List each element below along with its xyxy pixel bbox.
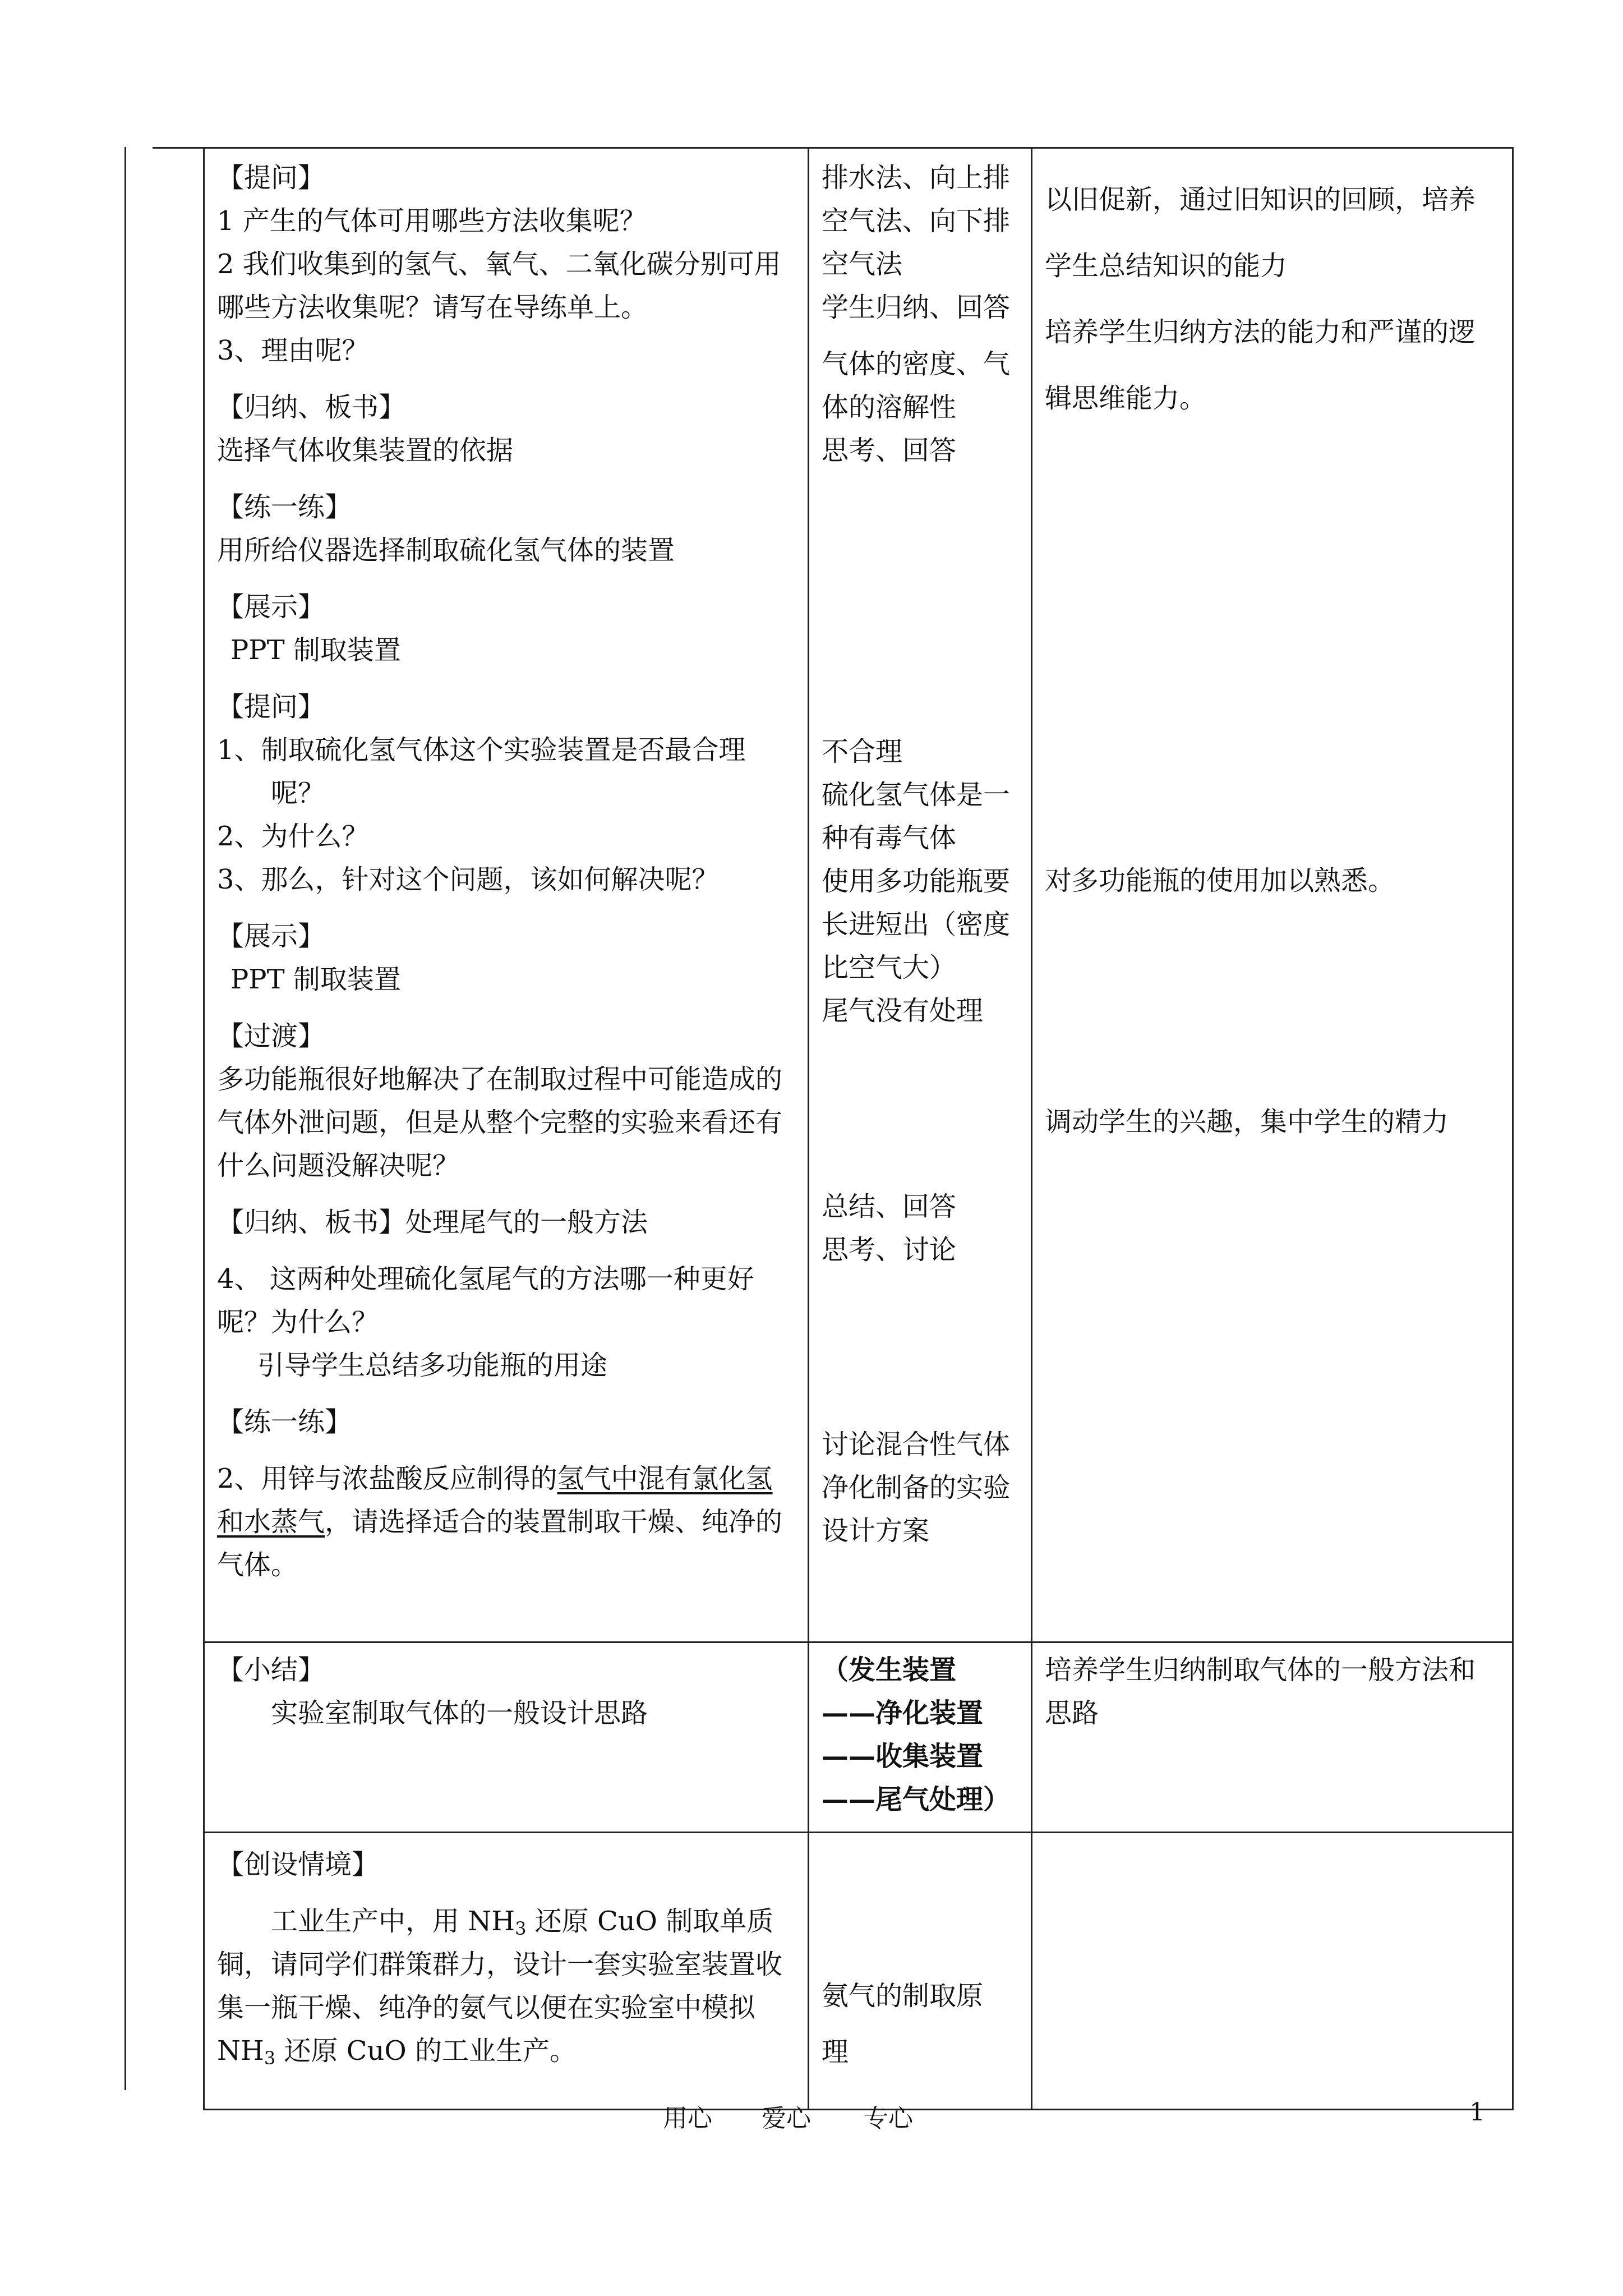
question-text: 4、 这两种处理硫化氢尾气的方法哪一种更好呢？为什么？ xyxy=(217,1263,754,1338)
subscript: 3 xyxy=(515,1918,527,1939)
student-answer: 不合理 xyxy=(822,736,903,767)
section-heading: 【练一练】 xyxy=(217,491,352,523)
lesson-plan-table xyxy=(203,147,1514,2110)
section-heading: 【归纳、板书】 xyxy=(217,392,406,423)
scenario-text-part: 还原 CuO 制取单质铜，请同学们群策群力，设计一套实验室装置收集一瓶干燥、纯净的氨气以便在实验室中模拟 NH xyxy=(217,1906,783,2067)
footer-text: 用心 xyxy=(663,2104,712,2133)
section-heading: 【练一练】 xyxy=(217,1406,352,1438)
design-purpose-cell xyxy=(1032,148,1513,1642)
left-margin-line-upper xyxy=(125,147,126,1641)
page-number: 1 xyxy=(1469,2098,1485,2127)
scenario-cell xyxy=(204,1833,809,2110)
question-text: 1、制取硫化氢气体这个实验装置是否最合理 xyxy=(217,734,746,766)
student-answer: 尾气没有处理 xyxy=(822,995,984,1027)
purpose-text: 以旧促新，通过旧知识的回顾，培养学生总结知识的能力 xyxy=(1045,184,1476,282)
show-text: PPT 制取装置 xyxy=(230,964,401,995)
table-row xyxy=(204,1833,1513,2110)
purpose-text: 对多功能瓶的使用加以熟悉。 xyxy=(1045,865,1395,896)
purpose-text: 培养学生归纳方法的能力和严谨的逻辑思维能力。 xyxy=(1045,316,1476,414)
purpose-text: 培养学生归纳制取气体的一般方法和思路 xyxy=(1045,1654,1476,1729)
footer-text: 爱心 xyxy=(762,2104,811,2133)
practice-text-part: 2、用锌与浓盐酸反应制得的 xyxy=(217,1463,557,1494)
question-text: 2、为什么？ xyxy=(217,821,369,852)
summary-cell xyxy=(204,1642,809,1833)
student-answer: 总结、回答 xyxy=(822,1191,957,1222)
student-answer: 排水法、向上排空气法、向下排空气法 xyxy=(822,162,1011,280)
teacher-activity-cell xyxy=(204,148,809,1642)
show-text: PPT 制取装置 xyxy=(230,634,401,666)
question-text: 2 我们收集到的氢气、氧气、二氧化碳分别可用哪些方法收集呢？请写在导练单上。 xyxy=(217,249,781,323)
section-heading: 【提问】 xyxy=(217,162,325,194)
section-heading: 【提问】 xyxy=(217,691,325,723)
practice-text xyxy=(217,1457,797,1587)
student-answer: 硫化氢气体是一种有毒气体 xyxy=(822,779,1011,854)
footer-text: 专心 xyxy=(864,2104,913,2133)
student-answer: 气体的密度、气体的溶解性 xyxy=(822,348,1011,423)
student-answer: 思考、讨论 xyxy=(822,1234,957,1266)
scenario-text xyxy=(217,1900,797,2073)
purpose-text: 调动学生的兴趣，集中学生的精力 xyxy=(1045,1106,1449,1138)
practice-text: 用所给仪器选择制取硫化氢气体的装置 xyxy=(217,535,675,566)
question-text: 3、那么，针对这个问题，该如何解决呢？ xyxy=(217,864,719,895)
subscript: 3 xyxy=(264,2047,276,2069)
table-row xyxy=(204,1642,1513,1833)
student-answer: 讨论混合性气体净化制备的实验设计方案 xyxy=(822,1429,1011,1547)
step-text: ——净化装置 xyxy=(822,1697,984,1729)
summary-text: 处理尾气的一般方法 xyxy=(405,1207,648,1238)
summary-purpose-cell xyxy=(1032,1642,1513,1833)
student-answer: 使用多功能瓶要长进短出（密度比空气大） xyxy=(822,866,1011,983)
summary-steps-cell xyxy=(809,1642,1032,1833)
step-text: （发生装置 xyxy=(822,1654,957,1686)
scenario-student-cell xyxy=(809,1833,1032,2110)
scenario-text-part: 还原 CuO 的工业生产。 xyxy=(275,2035,577,2067)
student-answer: 思考、回答 xyxy=(822,435,957,466)
question-text: 1 产生的气体可用哪些方法收集呢？ xyxy=(217,205,647,237)
section-heading: 【展示】 xyxy=(217,921,325,952)
question-text: 呢？ xyxy=(271,777,325,809)
practice-text-part: ，请选择适合的装置制取干燥、纯净的气体。 xyxy=(217,1506,783,1581)
scenario-text-part: 工业生产中，用 NH xyxy=(271,1906,515,1937)
scenario-purpose-cell xyxy=(1032,1833,1513,2110)
summary-text: 实验室制取气体的一般设计思路 xyxy=(271,1697,648,1729)
section-heading: 【创设情境】 xyxy=(217,1849,379,1880)
underlined-text: 氢气中混有氯化氢和水蒸气 xyxy=(217,1463,773,1538)
student-activity-cell xyxy=(809,148,1032,1642)
step-text: ——收集装置 xyxy=(822,1741,984,1772)
step-text: ——尾气处理） xyxy=(822,1784,1011,1815)
question-text: 3、理由呢？ xyxy=(217,335,369,366)
section-heading: 【小结】 xyxy=(217,1654,325,1686)
guide-text: 引导学生总结多功能瓶的用途 xyxy=(257,1350,608,1381)
student-answer: 学生归纳、回答 xyxy=(822,292,1011,323)
section-heading: 【过渡】 xyxy=(217,1020,325,1052)
summary-text: 选择气体收集装置的依据 xyxy=(217,435,514,466)
student-answer: 理 xyxy=(822,2036,849,2068)
section-heading: 【归纳、板书】 xyxy=(217,1207,406,1238)
transition-text: 多功能瓶很好地解决了在制取过程中可能造成的气体外泄问题，但是从整个完整的实验来看还有什么问题没解决呢？ xyxy=(217,1064,783,1181)
table-row xyxy=(204,148,1513,1642)
student-answer: 氨气的制取原 xyxy=(822,1980,984,2012)
left-margin-line-lower xyxy=(125,1641,126,2090)
summary-line xyxy=(217,1201,797,1244)
section-heading: 【展示】 xyxy=(217,591,325,623)
